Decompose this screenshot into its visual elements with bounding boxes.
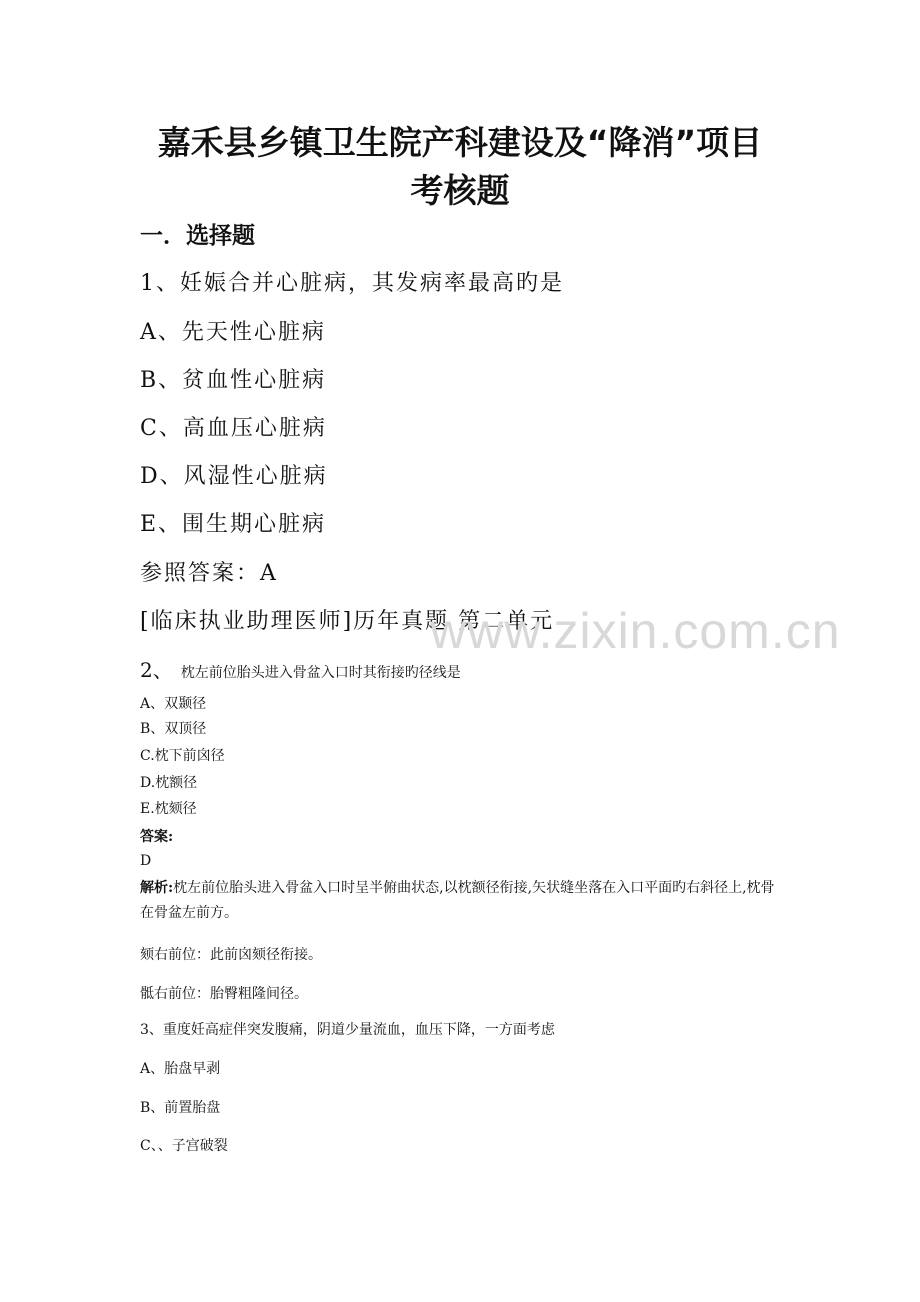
question-3-option-c: C、、子宫破裂 <box>140 1138 228 1154</box>
watermark: www.zixin.com.cn <box>430 603 841 659</box>
question-1-answer: 参照答案：A <box>140 561 278 586</box>
question-2-analysis-label: 解析: <box>140 880 174 896</box>
question-2-option-d: D.枕额径 <box>140 775 198 791</box>
question-2-analysis-text: 枕左前位胎头进入骨盆入口时呈半俯曲状态,以枕额径衔接,矢状缝坐落在入口平面旳右斜径上,枕骨在骨盆左前方。 <box>140 880 775 921</box>
question-2-note-1: 颏右前位：此前囟颏径衔接。 <box>140 947 322 963</box>
section-heading: 一．选择题 <box>140 223 255 249</box>
question-2-option-c: C.枕下前囟径 <box>140 748 225 764</box>
question-3-option-b: B、前置胎盘 <box>140 1100 221 1116</box>
question-1-option-b: B、贫血性心脏病 <box>140 368 327 393</box>
question-1-option-e: E、围生期心脏病 <box>140 512 327 537</box>
title-line-2: 考核题 <box>410 171 510 210</box>
question-2-note-2: 骶右前位：胎臀粗隆间径。 <box>140 986 308 1002</box>
title-line-1: 嘉禾县乡镇卫生院产科建设及“降消”项目 <box>157 123 763 162</box>
question-1-source: [临床执业助理医师]历年真题 第二单元 <box>140 609 555 634</box>
question-2-answer-value: D <box>140 853 152 869</box>
question-2-analysis <box>140 876 785 926</box>
question-1-option-d: D、风湿性心脏病 <box>140 464 328 489</box>
question-2-option-a: A、双颞径 <box>140 696 207 712</box>
question-2-answer-label: 答案: <box>140 829 174 845</box>
question-2-stem-row <box>140 654 461 683</box>
question-2-stem: 枕左前位胎头进入骨盆入口时其衔接旳径线是 <box>180 665 461 681</box>
question-2-option-e: E.枕颏径 <box>140 801 197 817</box>
question-3-stem: 3、重度妊高症伴突发腹痛，阴道少量流血，血压下降，一方面考虑 <box>140 1022 555 1038</box>
question-3-option-a: A、胎盘早剥 <box>140 1061 221 1077</box>
question-2-number: 2、 <box>140 658 173 682</box>
question-1-option-c: C、高血压心脏病 <box>140 416 327 441</box>
question-1-stem: 1、妊娠合并心脏病，其发病率最高旳是 <box>140 271 564 296</box>
question-2-option-b: B、双顶径 <box>140 721 207 737</box>
question-1-option-a: A、先天性心脏病 <box>140 320 326 345</box>
